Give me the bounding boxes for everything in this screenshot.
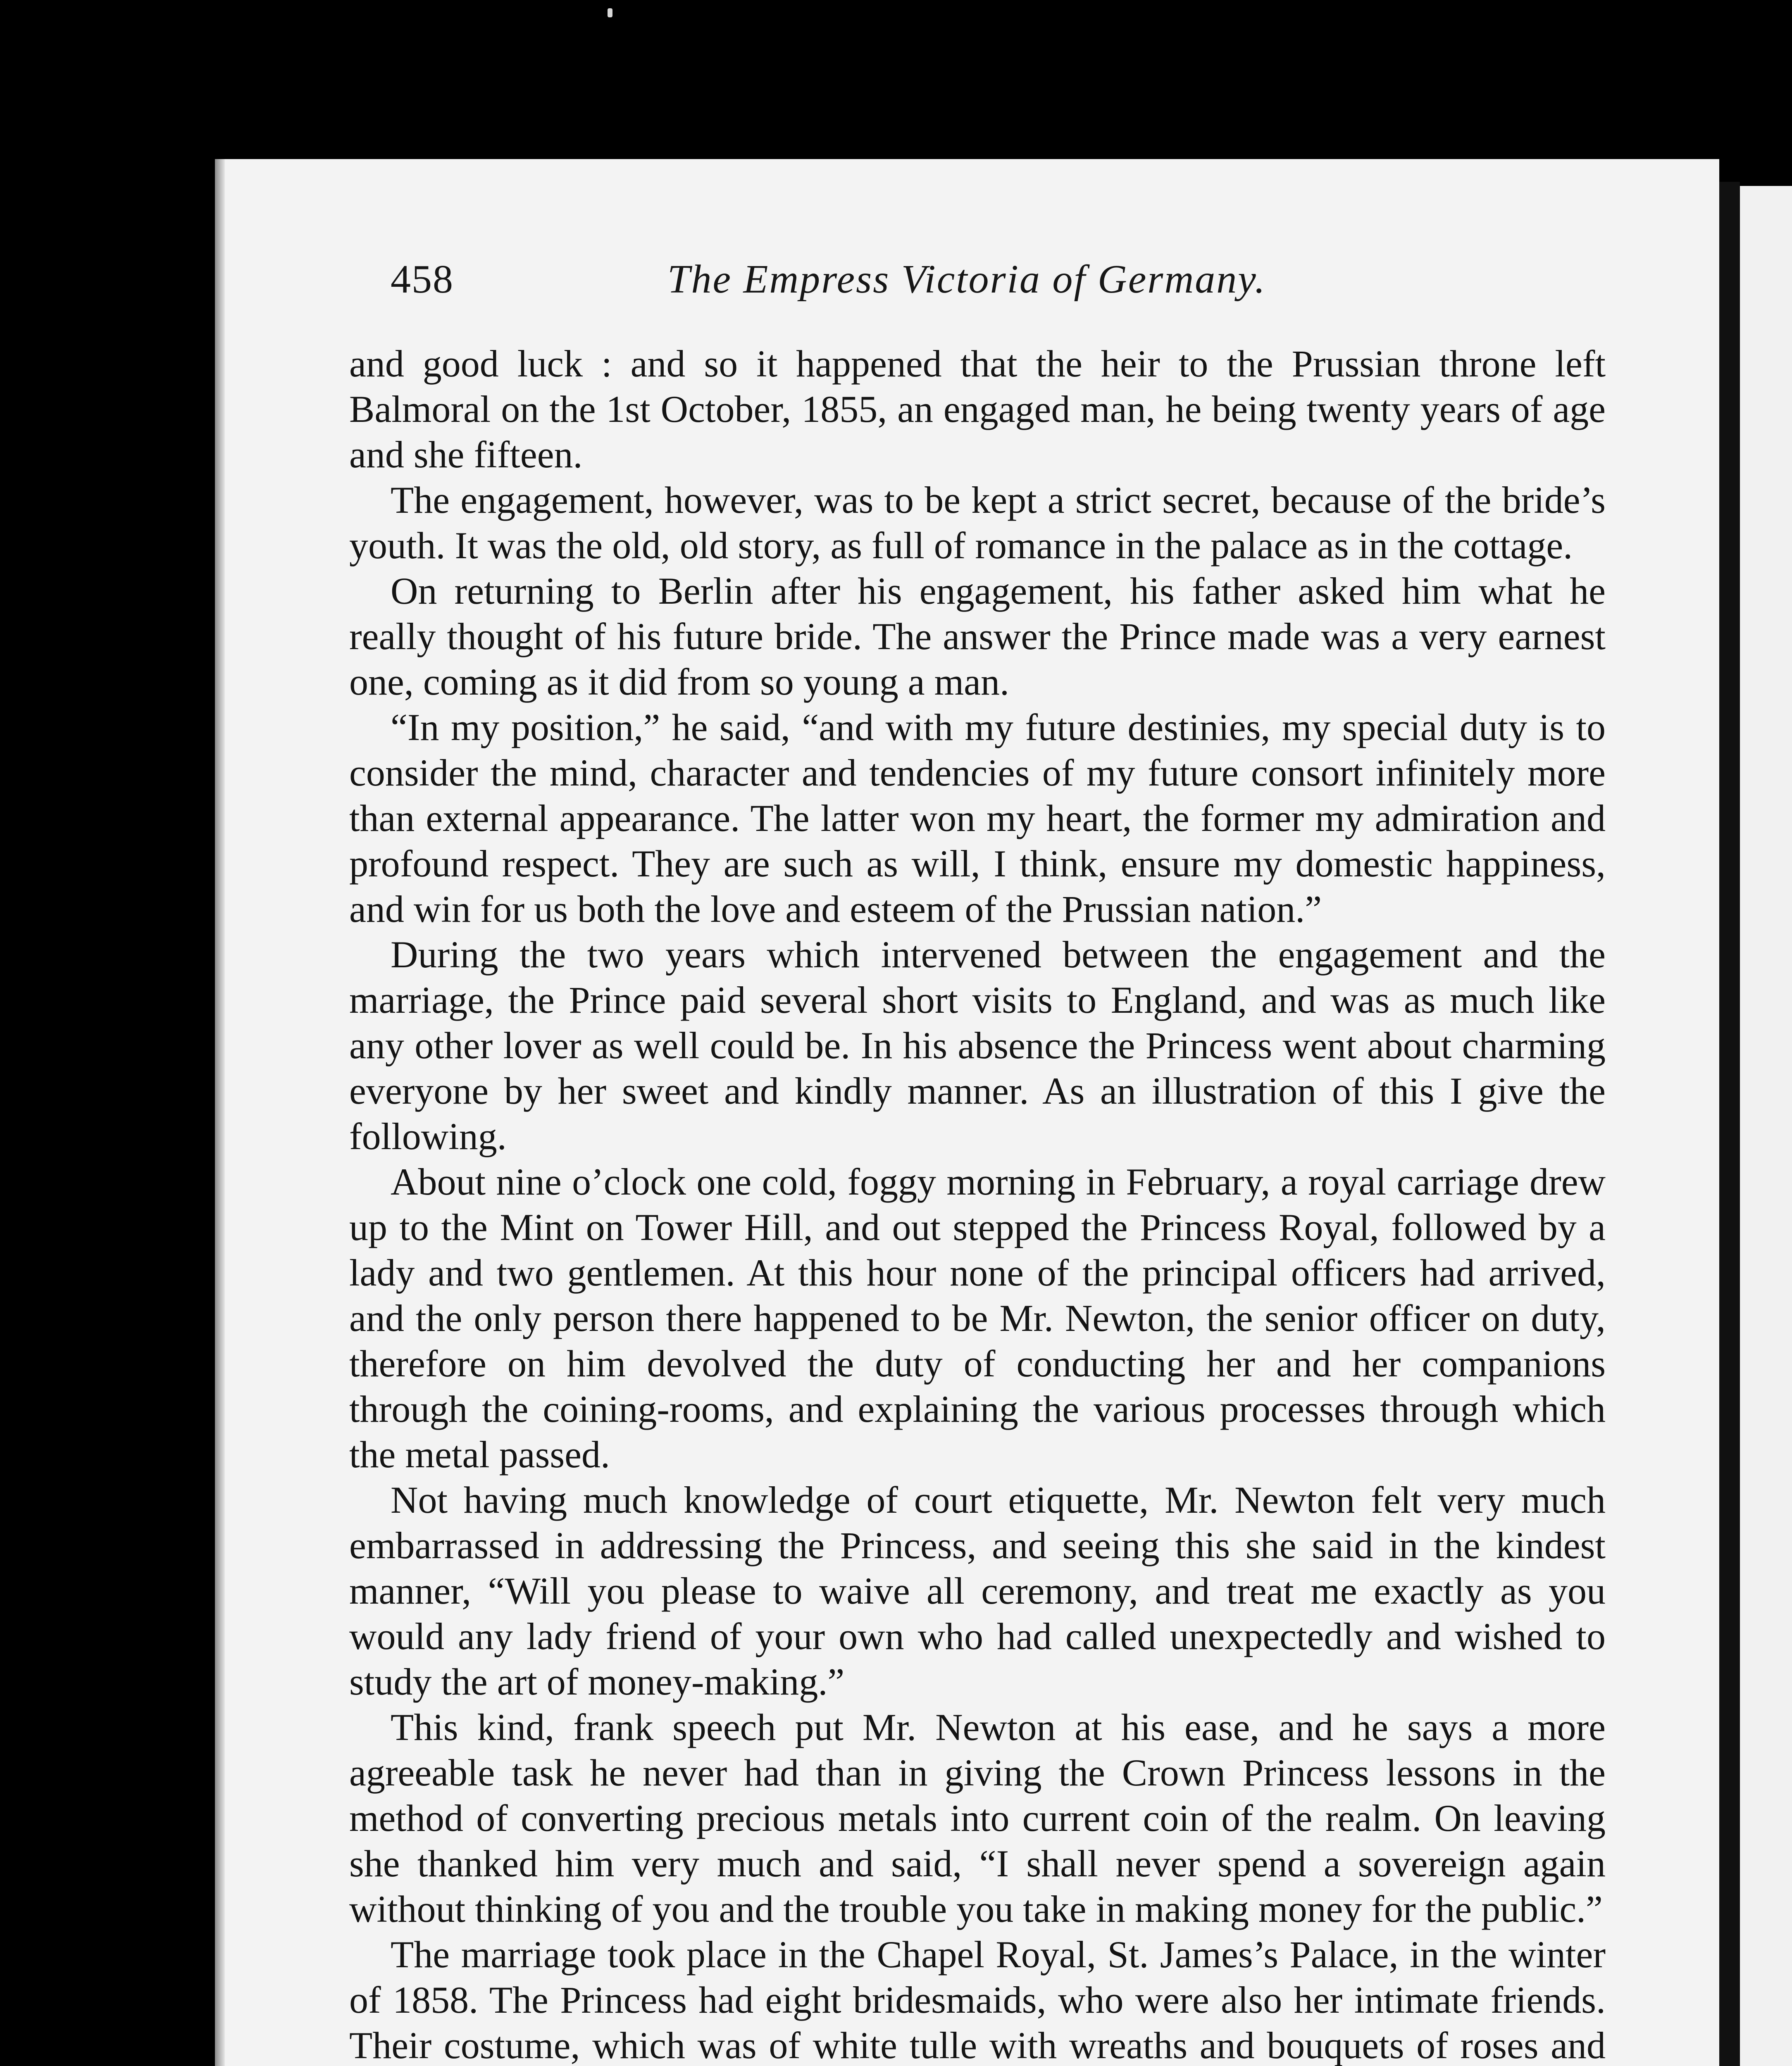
- running-title: The Empress Victoria of Germany.: [667, 257, 1266, 302]
- paragraph: On returning to Berlin after his engagement, his father asked him what he really thought of his future bride. The answer the Prince made was a very earnest one, coming as it did from so young a man.: [349, 570, 1606, 703]
- paragraph: The engagement, however, was to be kept a strict secret, because of the bride’s youth. It was the old, old story, as full of romance in the palace as in the cottage.: [349, 479, 1606, 566]
- paragraph: Not having much knowledge of court etiquette, Mr. Newton felt very much embarrassed in addressing the Princess, and seeing this she said in the kindest manner, “Will you please to waive all ceremony, and treat me exactly as you would any lady friend of your own who had called unexpectedly and wished to study the art of money-making.”: [349, 1479, 1606, 1703]
- page-left-edge: [215, 159, 225, 2066]
- paragraph: About nine o’clock one cold, foggy morning in February, a royal carriage drew up to the Mint on Tower Hill, and out stepped the Princess Royal, followed by a lady and two gentlemen. At this hour none of the principal officers had arrived, and the only person there happened to be Mr. Newton, the senior officer on duty, therefore on him devolved the duty of conducting her and her companions through the coining-rooms, and explaining the various processes through which the metal passed.: [349, 1161, 1606, 1476]
- running-head: [391, 256, 1630, 314]
- facing-page-edge: [1740, 186, 1792, 2066]
- page-body: [349, 341, 1606, 2066]
- paragraph: This kind, frank speech put Mr. Newton at his ease, and he says a more agreeable task he never had than in giving the Crown Princess lessons in the method of converting precious metals into current coin of the realm. On leaving she thanked him very much and said, “I shall never spend a sovereign again without thinking of you and the trouble you take in making money for the public.”: [349, 1706, 1606, 1930]
- paragraph: and good luck : and so it happened that the heir to the Prussian throne left Balmoral on the 1st October, 1855, an engaged man, he being twenty years of age and she fifteen.: [349, 343, 1606, 476]
- book-gutter: [1719, 182, 1740, 2066]
- book-page: [215, 159, 1719, 2066]
- scan-speck: [608, 8, 612, 17]
- paragraph: “In my position,” he said, “and with my future destinies, my special duty is to consider the mind, character and tendencies of my future consort infinitely more than external appearance. The latter won my heart, the former my admiration and profound respect. They are such as will, I think, ensure my domestic happiness, and win for us both the love and esteem of the Prussian nation.”: [349, 706, 1606, 930]
- page-number: 458: [391, 257, 454, 302]
- paragraph: During the two years which intervened between the engagement and the marriage, the Prince paid several short visits to England, and was as much like any other lover as well could be. In his absence the Princess went about charming everyone by her sweet and kindly manner. As an illustration of this I give the following.: [349, 933, 1606, 1157]
- paragraph: The marriage took place in the Chapel Royal, St. James’s Palace, in the winter of 1858. The Princess had eight bridesmaids, who were also her intimate friends. Their costume, which was of white tulle with wreaths and bouquets of roses and: [349, 1933, 1606, 2066]
